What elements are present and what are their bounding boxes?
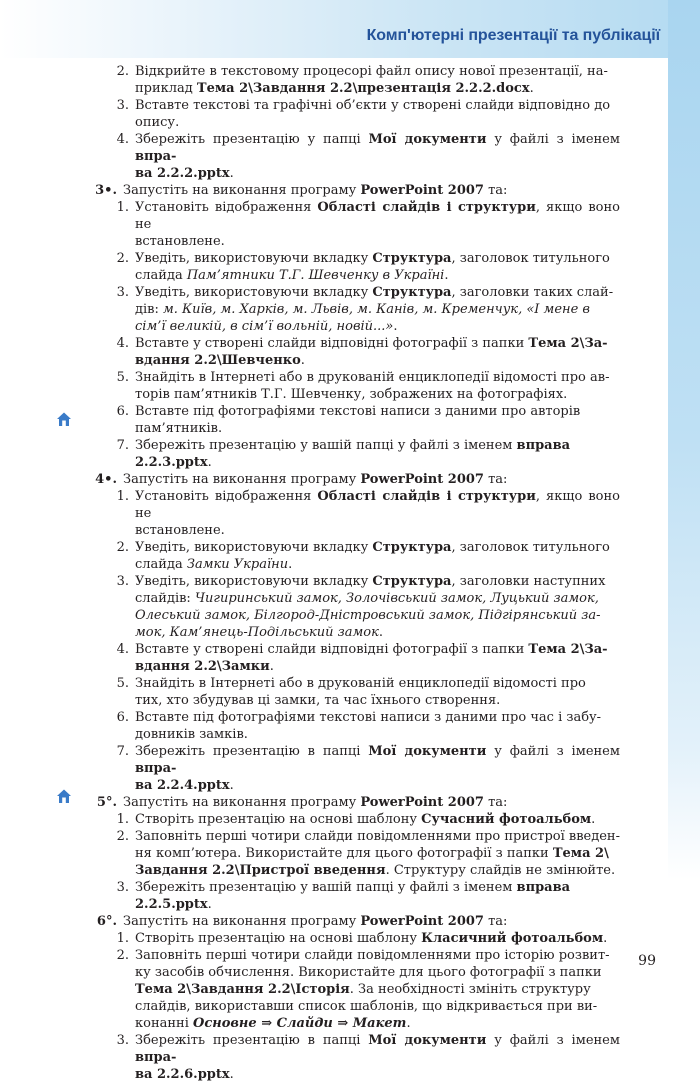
- list-item: 2. Заповніть перші чотири слайди повідомленнями про пристрої введен- ня комп’ютера. Використайте для цього фотографії з папки Тема 2\ Завдання 2.2\Пристрої введення. Структуру слайдів не змінюйте.: [116, 829, 620, 878]
- list-item: 4. Вставте у створені слайди відповідні фотографії з папки Тема 2\За- вдання 2.2\Замки.: [116, 642, 608, 674]
- list-item: 3. Уведіть, використовуючи вкладку Структура, заголовки таких слай- дів: м. Київ, м. Харків, м. Львів, м. Канів, м. Кременчук, «І мене в сім’ї великій, в сім’ї вольній, новій...».: [116, 285, 614, 334]
- list-item: 1. Установіть відображення Області слайдів і структури, якщо воно не встановлене.: [116, 200, 620, 249]
- list-item: 3. Збережіть презентацію в папці Мої документи у файлі з іменем впра- ва 2.2.6.pptx.: [116, 1033, 620, 1082]
- list-item: 3. Вставте текстові та графічні об’єкти у створені слайди відповідно до опису.: [116, 98, 611, 130]
- page-content: [85, 63, 620, 1083]
- list-item: 2. Уведіть, використовуючи вкладку Структура, заголовок титульного слайда Замки України.: [116, 540, 610, 572]
- list-item: 7. Збережіть презентацію в папці Мої документи у файлі з іменем впра- ва 2.2.4.pptx.: [116, 744, 620, 793]
- list-item: 4. Збережіть презентацію у папці Мої документи у файлі з іменем впра- ва 2.2.2.pptx.: [116, 132, 620, 181]
- list-item: 2. Уведіть, використовуючи вкладку Структура, заголовок титульного слайда Пам’ятники Т.Г. Шевченку в Україні.: [116, 251, 610, 283]
- list-item: 5. Знайдіть в Інтернеті або в друкованій енциклопедії відомості про ав- торів пам’ятників Т.Г. Шевченку, зображених на фотографіях.: [116, 370, 610, 402]
- home-icon: [56, 788, 72, 804]
- list-item: 1. Створіть презентацію на основі шаблону Класичний фотоальбом.: [116, 931, 608, 946]
- list-item: 2. Відкрийте в текстовому процесорі файл опису нової презентації, на- приклад Тема 2\Завдання 2.2\презентація 2.2.2.docx.: [116, 64, 608, 96]
- task-number: 6°.: [96, 914, 117, 929]
- list-item: 3. Збережіть презентацію у вашій папці у файлі з іменем вправа 2.2.5.pptx.: [116, 880, 571, 912]
- list-item: 3. Уведіть, використовуючи вкладку Структура, заголовки наступних слайдів: Чигиринський замок, Золочівський замок, Луцький замок, Олеський замок, Білгород-Дністровський замок, Підгірянський за- мок, Кам’янець-Подільський замок.: [116, 574, 606, 640]
- list-item: 1. Установіть відображення Області слайдів і структури, якщо воно не встановлене.: [116, 489, 620, 538]
- task-number: 3•.: [95, 183, 117, 198]
- page-number: 99: [638, 953, 656, 969]
- page-header-title: Комп'ютерні презентації та публікації: [366, 27, 660, 44]
- task-3: 3•. Запустіть на виконання програму PowerPoint 2007 та:: [85, 182, 620, 199]
- list-item: 6. Вставте під фотографіями текстові написи з даними про час і забу- довників замків.: [116, 710, 602, 742]
- list-item: 2. Заповніть перші чотири слайди повідомленнями про історію розвит- ку засобів обчислення. Використайте для цього фотографії з папки Тема 2\Завдання 2.2\Історія. За необхідності змініть структуру слайдів, використавши список шаблонів, що відкривається при ви- конанні Основне ⇒ Слайди ⇒ Макет.: [116, 948, 610, 1031]
- list-item: 5. Знайдіть в Інтернеті або в друкованій енциклопедії відомості про тих, хто збудував ці замки, та час їхнього створення.: [116, 676, 586, 708]
- list-item: 7. Збережіть презентацію у вашій папці у файлі з іменем вправа 2.2.3.pptx.: [116, 438, 571, 470]
- task-6: 6°. Запустіть на виконання програму PowerPoint 2007 та:: [85, 913, 620, 930]
- list-item: 1. Створіть презентацію на основі шаблону Сучасний фотоальбом.: [116, 812, 596, 827]
- side-strip: [668, 0, 700, 880]
- home-icon: [56, 411, 72, 427]
- task-4: 4•. Запустіть на виконання програму PowerPoint 2007 та:: [85, 471, 620, 488]
- list-item: 6. Вставте під фотографіями текстові написи з даними про авторів пам’ятників.: [116, 404, 581, 436]
- task-5: 5°. Запустіть на виконання програму PowerPoint 2007 та:: [85, 794, 620, 811]
- task-number: 5°.: [96, 795, 117, 810]
- list-item: 4. Вставте у створені слайди відповідні фотографії з папки Тема 2\За- вдання 2.2\Шевченко.: [116, 336, 608, 368]
- task-number: 4•.: [95, 472, 117, 487]
